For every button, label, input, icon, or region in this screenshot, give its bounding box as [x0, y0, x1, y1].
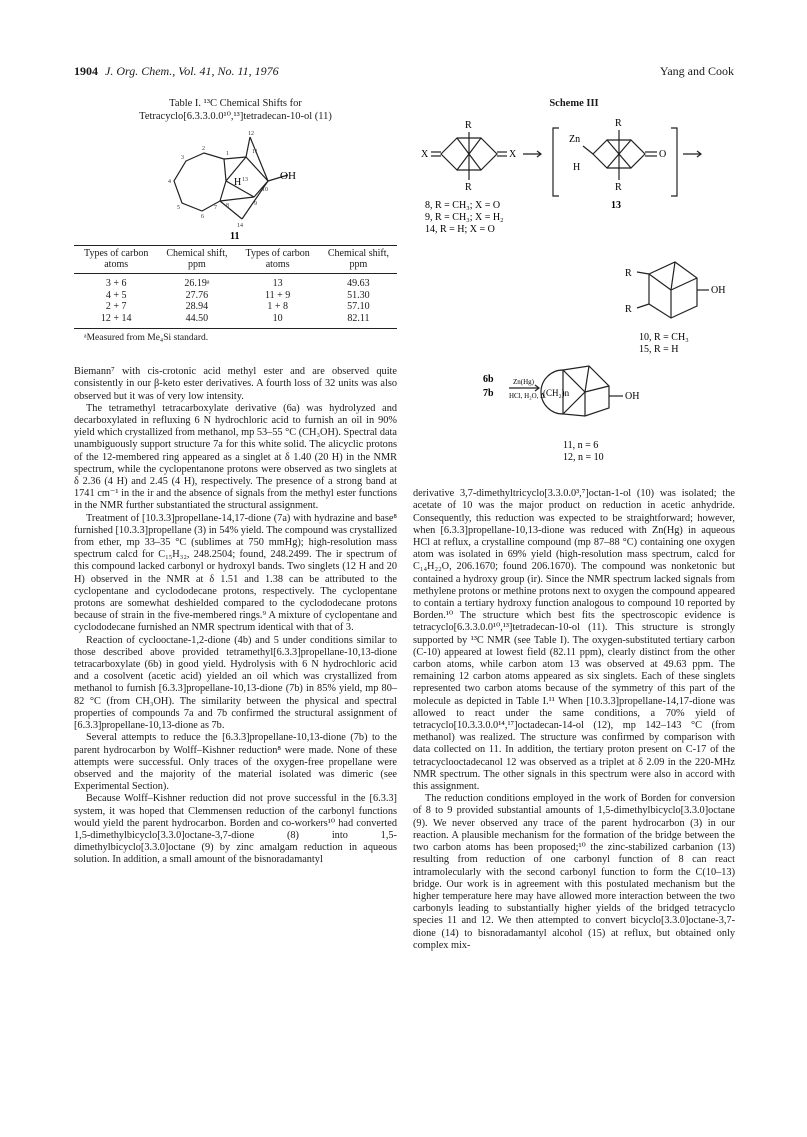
def-10: 10, R = CH₃: [639, 332, 689, 344]
x-label-right: X: [509, 149, 517, 161]
atom-12: 12: [248, 131, 254, 137]
table-row: [74, 313, 397, 329]
atom-14: 14: [237, 223, 243, 229]
cell: 3 + 6: [105, 278, 127, 289]
ring-left: [441, 138, 469, 170]
paragraph: Because Wolff–Kishner reduction did not prove successful in the [6.3.3] system, it was hoped that Clemmensen reduction of the carbonyl functions would yield the parent hydrocarbon. Borden and co-workers¹⁰ had converted 1,5-dimethylbicyclo[3.3.0]octane-3,7-dione (8) into 1,5-dimethylbicyclo[3.3.0]octane (9) by zinc amalgam reduction in aqueous solution. In addition, a small amount of the bisnoradamantyl: [74, 793, 397, 866]
cell: 4 + 5: [105, 289, 127, 301]
atom-1: 1: [226, 151, 229, 157]
atom-7: 7: [214, 205, 217, 211]
scheme-drawing-3: [413, 362, 735, 488]
table1-title-line1: Table I. ¹³C Chemical Shifts for: [169, 98, 302, 109]
atom-2: 2: [202, 146, 205, 152]
tricyclic-cage: [649, 262, 697, 318]
cell: 26.19ᵃ: [184, 278, 210, 289]
right-column: [413, 94, 735, 952]
table-row: [74, 274, 397, 290]
h-label: H: [234, 177, 242, 188]
header-left: [74, 64, 279, 79]
paragraph: Biemann⁷ with cis-crotonic acid methyl ester and are observed quite consistently in our β-keto ester derivatives. A fourth loss of 32 units was also observed but it was of very low intensity.: [74, 366, 397, 402]
atom-11: 11: [252, 149, 258, 155]
paragraph: Treatment of [10.3.3]propellane-14,17-dione (7a) with hydrazine and base⁸ furnished [10.3.3]propellane (3) in 54% yield. The compound was crystallized from ether, mp 33–35 °C (sublimes at 750 mmHg); high-resolution mass spectrum calcd for C₁₅H₃₂, 248.2504; found, 248.2499. The ir spectrum of this compound lacked carbonyl or hydroxyl bands. Two singlets (12 H and 20 H) observed in the NMR at δ 1.51 and 1.38 can be attributed to the cyclopentane and cyclododecane protons, respectively. The cyclopentane protons are somewhat deshielded compared to the cyclododecane protons because of strain in the five-membered rings.⁹ A mixture of cyclopentane and cyclododecane furnished an NMR spectrum identical with that of 3.: [74, 512, 397, 634]
cell: 44.50: [185, 312, 209, 324]
cell: 13: [272, 278, 283, 289]
atom-9: 9: [254, 201, 257, 207]
scheme-drawing-2: [413, 250, 735, 362]
atom-8: 8: [226, 203, 229, 209]
paragraph: Reaction of cyclooctane-1,2-dione (4b) and 5 under conditions similar to those described above provided tetramethyl[6.3.3]propellane-10,13-dione tetracarboxylate (6b) in good yield. Hydrolysis with 6 N hydrochloric acid and a cosolvent (acetic acid) yielded an oil which was crystallized from methanol to furnish [6.3.3]propellane-10,13-dione (7b) in 85% yield, mp 80–82 °C (from CH₃OH). The similarity between the physical and spectral properties of compounds 7a and 7b confirmed the structural assignment of [6.3.3]propellane-10,13-dione as 7b.: [74, 634, 397, 732]
cell: 49.63: [347, 278, 370, 289]
def-14: 14, R = H; X = O: [425, 224, 495, 236]
scheme-part-1: [413, 110, 735, 250]
table1: [74, 245, 397, 329]
th-types-2: Types of carbon atoms: [245, 248, 310, 270]
reagent-top: Zn(Hg): [513, 378, 534, 387]
table1-footnote: ᵃMeasured from Me₄Si standard.: [84, 333, 209, 343]
atom-5: 5: [177, 205, 180, 211]
table-row: [74, 290, 397, 302]
paragraph: derivative 3,7-dimethyltricyclo[3.3.0.0³,⁷]octan-1-ol (10) was isolated; the acetate of 10 was the major product on reduction in acetic anhydride. Consequently, this reduction was expected to be straightforward; however, when [6.3.3]propellane-10,13-dione was reduced with Zn(Hg) in aqueous HCl at reflux, a crystalline compound (mp 87–88 °C) containing one oxygen atom was isolated in 69% yield (high-resolution mass spectrum, calcd for C₁₄H₂₂O, 206.1670; found 206.1670). The compound was nonketonic but contained a hydroxy group (ir). Since the NMR spectrum lacked signals from methylene protons or methine protons next to oxygen the compound appeared to contain a tertiary hydroxy function analogous to compound 10 reported by Borden.¹⁰ The structure which best fits the spectroscopic evidence is tetracyclo[6.3.3.0.0¹⁰,¹³]tetradecan-10-ol (11). This structure is strongly supported by ¹³C NMR (see Table I). The oxygen-substituted tertiary carbon (C-10) appeared at lowest field (82.11 ppm), clearly distinct from the other carbon atoms, while carbon atom 13 was observed at 49.63 ppm. The remaining 12 carbon atoms appeared as six singlets. Each of these singlets represented two carbon atoms because of the symmetry of this part of the molecule as depicted in Table I.¹¹ When [10.3.3]propellane-14,17-dione was allowed to react under the same conditions, a 70% yield of tetracyclo[10.3.3.0.0¹⁴,¹⁷]octadecan-14-ol (12), mp 142–143 °C (from methanol) was realized. The structure was confirmed by comparison with data collected on 11. In addition, the tertiary proton present on C-17 of the tetracyclooctadecanol 12 was observed as a triplet at δ 2.09 in the 220-MHz NMR spectrum. The other signals in this spectrum were also in accord with this assignment.: [413, 488, 735, 793]
atom-4: 4: [168, 179, 171, 185]
bond: [224, 157, 246, 159]
scheme-drawing-1: [413, 110, 735, 250]
ring-label: (CH₂)n: [543, 388, 570, 399]
atom-10: 10: [262, 187, 268, 193]
eight-ring: [174, 153, 226, 211]
scheme-title: Scheme III: [549, 98, 599, 109]
atom-3: 3: [181, 155, 184, 161]
scheme-part-3: [413, 362, 735, 488]
atom-6: 6: [201, 214, 204, 220]
table-row: [74, 301, 397, 313]
product-12: 12, n = 10: [563, 452, 604, 464]
paragraph: The reduction conditions employed in the work of Borden for conversion of 8 to 9 provided substantial amounts of 1,5-dimethylbicyclo[3.3.0]octane (9). We never observed any trace of the parent hydrocarbon (3) in our reaction. A plausible mechanism for the formation of the bridge between the two carbon atoms has been proposed;¹⁰ the zinc-stabilized carbanion (13) resulting from reduction of one carbonyl function of 8 can react intramolecularly with the second carbonyl function to form the C(10–13) bridge. Our work is in agreement with this postulated mechanism but the higher temperature here may have allowed more interaction between the two carbonyls leading to substantially higher yields of the bridged tetracyclo species 11 and 12. We then attempted to convert bicyclo[3.3.0]octane-3,7-dione (14) to bisnoradamantyl alcohol (15) at reflux, but obtained only complex mix-: [413, 793, 735, 951]
cell: 28.94: [185, 301, 209, 312]
r-label-10-b: R: [625, 304, 632, 316]
product-11: 11, n = 6: [563, 440, 599, 452]
o-label: O: [659, 149, 667, 161]
oh-label-10: OH: [711, 285, 726, 297]
cell: 57.10: [347, 301, 370, 312]
journal-citation: J. Org. Chem., Vol. 41, No. 11, 1976: [105, 64, 279, 78]
h-label-13: H: [573, 162, 581, 174]
cell: 12 + 14: [100, 312, 132, 324]
r-label-top: R: [465, 120, 472, 132]
left-column: [74, 94, 397, 867]
table1-title: [74, 98, 397, 123]
compound-11-drawing: [74, 123, 397, 241]
page-number: 1904: [74, 64, 98, 78]
page-header: [74, 64, 734, 84]
cell: 11 + 9: [265, 289, 291, 301]
cell: 82.11: [347, 312, 370, 324]
r-label-10-a: R: [625, 268, 632, 280]
cell: 51.30: [347, 289, 370, 301]
cell: 1 + 8: [267, 301, 288, 312]
atom-13: 13: [242, 177, 248, 183]
cell: 27.76: [185, 289, 209, 301]
scheme-part-2: [413, 250, 735, 362]
reactant-7b: 7b: [483, 388, 494, 400]
cage-3: [563, 366, 609, 416]
paragraph: Several attempts to reduce the [6.3.3]propellane-10,13-dione (7b) to the parent hydrocarbon by Wolff–Kishner reduction⁸ were made. None of these attempts were successful. Only traces of the oxygen-free propellane were observed and the majority of the material isolated was dimeric (see Experimental Section).: [74, 732, 397, 793]
paragraph: The tetramethyl tetracarboxylate derivative (6a) was hydrolyzed and decarboxylated in refluxing 6 N hydrochloric acid to furnish an oil in 90% yield which crystallized from methanol, mp 53–55 °C (CH₃OH). Spectral data unambiguously support structure 7a for this white solid. The alicyclic protons of the 12-membered ring appeared as a singlet at δ 1.40 (20 H) in the NMR spectrum, while the cyclopentanone protons were observed as two singlets at δ 2.36 (4 H) and 2.45 (4 H), respectively. The presence of a strong band at 1741 cm⁻¹ in the ir and the absence of signals from the methyl ester functions in the NMR further substantiated the structural assignment.: [74, 402, 397, 512]
def-8: 8, R = CH₃; X = O: [425, 200, 501, 212]
th-shift-2: Chemical shift, ppm: [327, 248, 389, 270]
th-shift-1: Chemical shift, ppm: [166, 248, 228, 270]
r-label-bottom: R: [465, 182, 472, 194]
reagent-bottom: HCl, H₂O, Δ: [509, 392, 545, 401]
compound-13-label: 13: [611, 200, 621, 212]
r-label-13-top: R: [615, 118, 622, 130]
oh-label: OH: [280, 170, 296, 182]
compound-label: 11: [230, 231, 240, 241]
cell: 10: [272, 312, 283, 324]
th-types-1: Types of carbon atoms: [84, 248, 149, 270]
def-15: 15, R = H: [639, 344, 679, 356]
def-9: 9, R = CH₃; X = H₂: [425, 212, 504, 224]
header-authors: Yang and Cook: [659, 64, 734, 78]
compound-11-structure: [74, 123, 397, 241]
r-label-13-bottom: R: [615, 182, 622, 194]
table1-title-line2: Tetracyclo[6.3.3.0.0¹⁰,¹³]tetradecan-10-ol (11): [139, 110, 332, 122]
reactant-6b: 6b: [483, 374, 494, 386]
cell: 2 + 7: [105, 301, 127, 312]
x-label-left: X: [421, 149, 429, 161]
oh-label-11: OH: [625, 391, 640, 403]
zn-label: Zn: [569, 134, 581, 146]
